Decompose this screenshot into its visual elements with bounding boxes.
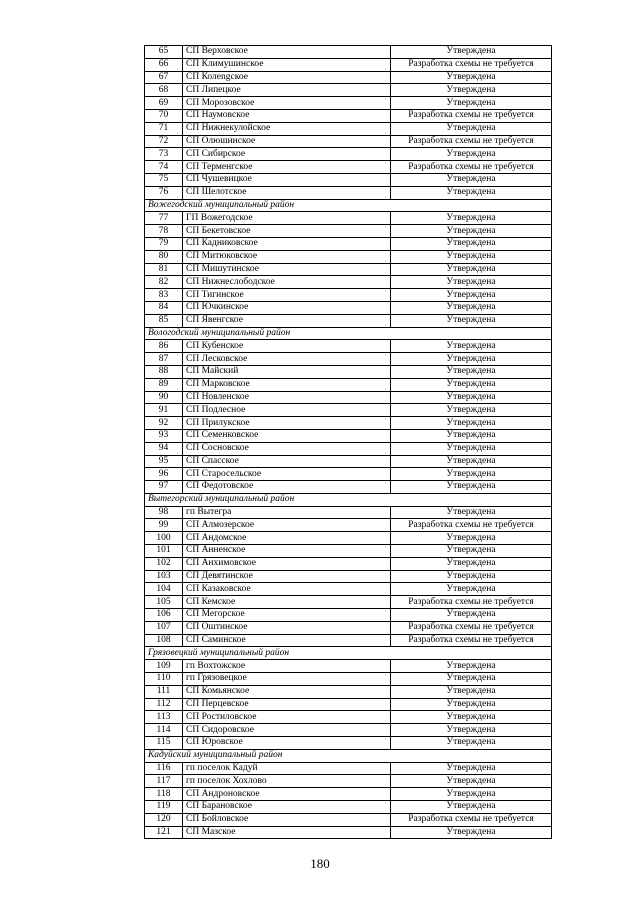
table-row	[145, 570, 552, 583]
table-row	[145, 481, 552, 494]
district-header-row	[145, 199, 552, 212]
table-row	[145, 314, 552, 327]
table-row	[145, 97, 552, 110]
scheme-status: Утверждена	[391, 481, 552, 494]
row-number: 67	[145, 71, 183, 84]
table-row	[145, 609, 552, 622]
table-row	[145, 186, 552, 199]
scheme-status: Утверждена	[391, 340, 552, 353]
row-number: 121	[145, 826, 183, 839]
scheme-status: Утверждена	[391, 250, 552, 263]
settlement-name: СП Марковское	[183, 378, 391, 391]
row-number: 97	[145, 481, 183, 494]
table-row	[145, 660, 552, 673]
table-row	[145, 583, 552, 596]
settlement-name: СП Сосновское	[183, 442, 391, 455]
row-number: 115	[145, 737, 183, 750]
scheme-status: Утверждена	[391, 801, 552, 814]
scheme-status: Утверждена	[391, 545, 552, 558]
table-row	[145, 212, 552, 225]
scheme-status: Разработка схемы не требуется	[391, 135, 552, 148]
row-number: 65	[145, 46, 183, 59]
row-number: 117	[145, 775, 183, 788]
district-header-row	[145, 327, 552, 340]
settlement-name: гп поселок Хохлово	[183, 775, 391, 788]
table-row	[145, 289, 552, 302]
row-number: 70	[145, 109, 183, 122]
district-title: Вожегодский муниципальный район	[145, 199, 552, 212]
scheme-status: Утверждена	[391, 212, 552, 225]
scheme-status: Разработка схемы не требуется	[391, 813, 552, 826]
row-number: 109	[145, 660, 183, 673]
table-row	[145, 788, 552, 801]
settlement-name: СП Колengское	[183, 71, 391, 84]
settlement-name: СП Наумовское	[183, 109, 391, 122]
scheme-status: Утверждена	[391, 276, 552, 289]
table-row	[145, 225, 552, 238]
district-header-row	[145, 647, 552, 660]
row-number: 112	[145, 698, 183, 711]
row-number: 105	[145, 596, 183, 609]
table-row	[145, 71, 552, 84]
row-number: 107	[145, 621, 183, 634]
row-number: 113	[145, 711, 183, 724]
settlement-name: СП Кубенское	[183, 340, 391, 353]
scheme-status: Утверждена	[391, 673, 552, 686]
row-number: 104	[145, 583, 183, 596]
table-row	[145, 506, 552, 519]
table-row	[145, 404, 552, 417]
settlement-name: гп Вытегра	[183, 506, 391, 519]
district-header-row	[145, 493, 552, 506]
scheme-status: Утверждена	[391, 762, 552, 775]
settlement-name: СП Мазское	[183, 826, 391, 839]
scheme-status: Утверждена	[391, 353, 552, 366]
settlement-name: СП Тигинское	[183, 289, 391, 302]
scheme-status: Утверждена	[391, 378, 552, 391]
table-row	[145, 135, 552, 148]
settlement-name: СП Майский	[183, 365, 391, 378]
settlement-name: СП Сибирское	[183, 148, 391, 161]
settlement-name: СП Чушевицкое	[183, 173, 391, 186]
row-number: 72	[145, 135, 183, 148]
settlement-name: СП Андомское	[183, 532, 391, 545]
settlement-name: СП Климушинское	[183, 58, 391, 71]
scheme-status: Утверждена	[391, 468, 552, 481]
scheme-status: Разработка схемы не требуется	[391, 161, 552, 174]
scheme-status: Разработка схемы не требуется	[391, 519, 552, 532]
table-row	[145, 596, 552, 609]
row-number: 83	[145, 289, 183, 302]
table-row	[145, 711, 552, 724]
row-number: 93	[145, 429, 183, 442]
scheme-status: Утверждена	[391, 186, 552, 199]
row-number: 103	[145, 570, 183, 583]
settlement-name: СП Терменгское	[183, 161, 391, 174]
table-row	[145, 737, 552, 750]
table-row	[145, 634, 552, 647]
table-row	[145, 532, 552, 545]
settlement-name: СП Барановское	[183, 801, 391, 814]
table-row	[145, 429, 552, 442]
table-body	[145, 46, 552, 839]
row-number: 78	[145, 225, 183, 238]
table-row	[145, 698, 552, 711]
row-number: 95	[145, 455, 183, 468]
scheme-status: Утверждена	[391, 263, 552, 276]
row-number: 111	[145, 685, 183, 698]
row-number: 74	[145, 161, 183, 174]
table-row	[145, 148, 552, 161]
settlement-name: СП Семенковское	[183, 429, 391, 442]
settlement-name: СП Подлесное	[183, 404, 391, 417]
settlement-name: СП Явенгское	[183, 314, 391, 327]
scheme-status: Утверждена	[391, 417, 552, 430]
settlement-name: СП Федотовское	[183, 481, 391, 494]
row-number: 68	[145, 84, 183, 97]
district-title: Вологодский муниципальный район	[145, 327, 552, 340]
scheme-status: Утверждена	[391, 225, 552, 238]
table-row	[145, 545, 552, 558]
scheme-status: Утверждена	[391, 724, 552, 737]
table-row	[145, 455, 552, 468]
scheme-status: Утверждена	[391, 404, 552, 417]
table-row	[145, 301, 552, 314]
settlement-name: СП Нижнекулойское	[183, 122, 391, 135]
scheme-status: Утверждена	[391, 506, 552, 519]
table-row	[145, 84, 552, 97]
scheme-status: Утверждена	[391, 173, 552, 186]
settlement-name: СП Казаковское	[183, 583, 391, 596]
settlement-name: СП Морозовское	[183, 97, 391, 110]
scheme-status: Утверждена	[391, 97, 552, 110]
scheme-status: Утверждена	[391, 84, 552, 97]
row-number: 88	[145, 365, 183, 378]
table-row	[145, 519, 552, 532]
scheme-status: Разработка схемы не требуется	[391, 109, 552, 122]
scheme-status: Разработка схемы не требуется	[391, 596, 552, 609]
table-row	[145, 801, 552, 814]
table-row	[145, 417, 552, 430]
district-title: Грязовецкий муниципальный район	[145, 647, 552, 660]
settlement-name: СП Оштинское	[183, 621, 391, 634]
settlement-name: гп Вохтожское	[183, 660, 391, 673]
scheme-status: Утверждена	[391, 122, 552, 135]
table-row	[145, 775, 552, 788]
row-number: 92	[145, 417, 183, 430]
table-row	[145, 621, 552, 634]
row-number: 118	[145, 788, 183, 801]
row-number: 119	[145, 801, 183, 814]
settlement-name: СП Мишутинское	[183, 263, 391, 276]
row-number: 84	[145, 301, 183, 314]
table-row	[145, 237, 552, 250]
table-row	[145, 673, 552, 686]
district-title: Кадуйский муниципальный район	[145, 749, 552, 762]
scheme-status: Утверждена	[391, 788, 552, 801]
settlement-name: СП Новленское	[183, 391, 391, 404]
scheme-status: Утверждена	[391, 442, 552, 455]
scheme-status: Утверждена	[391, 314, 552, 327]
settlement-name: СП Спасское	[183, 455, 391, 468]
row-number: 100	[145, 532, 183, 545]
scheme-status: Утверждена	[391, 609, 552, 622]
row-number: 116	[145, 762, 183, 775]
scheme-status: Утверждена	[391, 775, 552, 788]
table-row	[145, 122, 552, 135]
settlement-name: СП Старосельское	[183, 468, 391, 481]
district-title: Вытегорский муниципальный район	[145, 493, 552, 506]
scheme-status: Утверждена	[391, 583, 552, 596]
settlement-name: СП Анхимовское	[183, 557, 391, 570]
row-number: 76	[145, 186, 183, 199]
table-row	[145, 685, 552, 698]
scheme-status: Утверждена	[391, 289, 552, 302]
row-number: 71	[145, 122, 183, 135]
table-row	[145, 468, 552, 481]
settlement-name: СП Бойловское	[183, 813, 391, 826]
row-number: 90	[145, 391, 183, 404]
scheme-status: Утверждена	[391, 685, 552, 698]
scheme-status: Разработка схемы не требуется	[391, 621, 552, 634]
scheme-status: Утверждена	[391, 660, 552, 673]
settlement-name: СП Лесковское	[183, 353, 391, 366]
table-row	[145, 161, 552, 174]
table-row	[145, 826, 552, 839]
scheme-status: Разработка схемы не требуется	[391, 634, 552, 647]
row-number: 85	[145, 314, 183, 327]
settlement-name: СП Анненское	[183, 545, 391, 558]
row-number: 75	[145, 173, 183, 186]
settlement-name: СП Липецкое	[183, 84, 391, 97]
row-number: 89	[145, 378, 183, 391]
settlement-name: гп Грязовецкое	[183, 673, 391, 686]
scheme-status: Утверждена	[391, 698, 552, 711]
table-row	[145, 442, 552, 455]
settlement-name: СП Юровское	[183, 737, 391, 750]
page-number: 180	[310, 856, 330, 871]
settlement-name: СП Митюковское	[183, 250, 391, 263]
settlement-name: СП Верховское	[183, 46, 391, 59]
table-row	[145, 340, 552, 353]
district-header-row	[145, 749, 552, 762]
row-number: 110	[145, 673, 183, 686]
settlement-name: СП Ючкинское	[183, 301, 391, 314]
scheme-status: Утверждена	[391, 71, 552, 84]
row-number: 108	[145, 634, 183, 647]
scheme-status: Утверждена	[391, 532, 552, 545]
settlement-name: СП Алмозерское	[183, 519, 391, 532]
scheme-status: Утверждена	[391, 570, 552, 583]
scheme-status: Утверждена	[391, 557, 552, 570]
settlement-name: СП Саминское	[183, 634, 391, 647]
row-number: 69	[145, 97, 183, 110]
row-number: 91	[145, 404, 183, 417]
scheme-status: Утверждена	[391, 737, 552, 750]
table-row	[145, 58, 552, 71]
row-number: 81	[145, 263, 183, 276]
row-number: 79	[145, 237, 183, 250]
scheme-status: Утверждена	[391, 455, 552, 468]
scheme-status: Утверждена	[391, 365, 552, 378]
table-row	[145, 365, 552, 378]
table-row	[145, 109, 552, 122]
table-row	[145, 724, 552, 737]
settlement-name: СП Кадниковское	[183, 237, 391, 250]
scheme-status: Утверждена	[391, 711, 552, 724]
settlement-name: СП Сидоровское	[183, 724, 391, 737]
settlement-name: СП Кемское	[183, 596, 391, 609]
settlement-name: СП Прилукское	[183, 417, 391, 430]
row-number: 114	[145, 724, 183, 737]
row-number: 77	[145, 212, 183, 225]
table-row	[145, 353, 552, 366]
settlement-name: СП Девятинское	[183, 570, 391, 583]
settlement-name: СП Мегорское	[183, 609, 391, 622]
table-row	[145, 391, 552, 404]
scheme-status: Утверждена	[391, 391, 552, 404]
settlement-name: гп поселок Кадуй	[183, 762, 391, 775]
settlement-name: СП Перцевское	[183, 698, 391, 711]
row-number: 66	[145, 58, 183, 71]
row-number: 73	[145, 148, 183, 161]
table-row	[145, 378, 552, 391]
settlements-table	[144, 45, 552, 839]
scheme-status: Утверждена	[391, 301, 552, 314]
table-row	[145, 762, 552, 775]
settlement-name: СП Ростиловское	[183, 711, 391, 724]
scheme-status: Разработка схемы не требуется	[391, 58, 552, 71]
row-number: 94	[145, 442, 183, 455]
table-row	[145, 557, 552, 570]
table-row	[145, 250, 552, 263]
table-row	[145, 173, 552, 186]
scheme-status: Утверждена	[391, 46, 552, 59]
settlement-name: СП Андроновское	[183, 788, 391, 801]
row-number: 102	[145, 557, 183, 570]
scheme-status: Утверждена	[391, 826, 552, 839]
table-row	[145, 276, 552, 289]
table-row	[145, 813, 552, 826]
settlement-name: ГП Вожегодское	[183, 212, 391, 225]
row-number: 82	[145, 276, 183, 289]
row-number: 86	[145, 340, 183, 353]
row-number: 87	[145, 353, 183, 366]
row-number: 99	[145, 519, 183, 532]
settlement-name: СП Олюшинское	[183, 135, 391, 148]
table-row	[145, 263, 552, 276]
row-number: 120	[145, 813, 183, 826]
row-number: 96	[145, 468, 183, 481]
scheme-status: Утверждена	[391, 148, 552, 161]
row-number: 101	[145, 545, 183, 558]
row-number: 98	[145, 506, 183, 519]
row-number: 106	[145, 609, 183, 622]
row-number: 80	[145, 250, 183, 263]
scheme-status: Утверждена	[391, 429, 552, 442]
scheme-status: Утверждена	[391, 237, 552, 250]
settlement-name: СП Бекетовское	[183, 225, 391, 238]
settlement-name: СП Шелотское	[183, 186, 391, 199]
settlement-name: СП Нижнеслободское	[183, 276, 391, 289]
table-row	[145, 46, 552, 59]
settlement-name: СП Комьянское	[183, 685, 391, 698]
